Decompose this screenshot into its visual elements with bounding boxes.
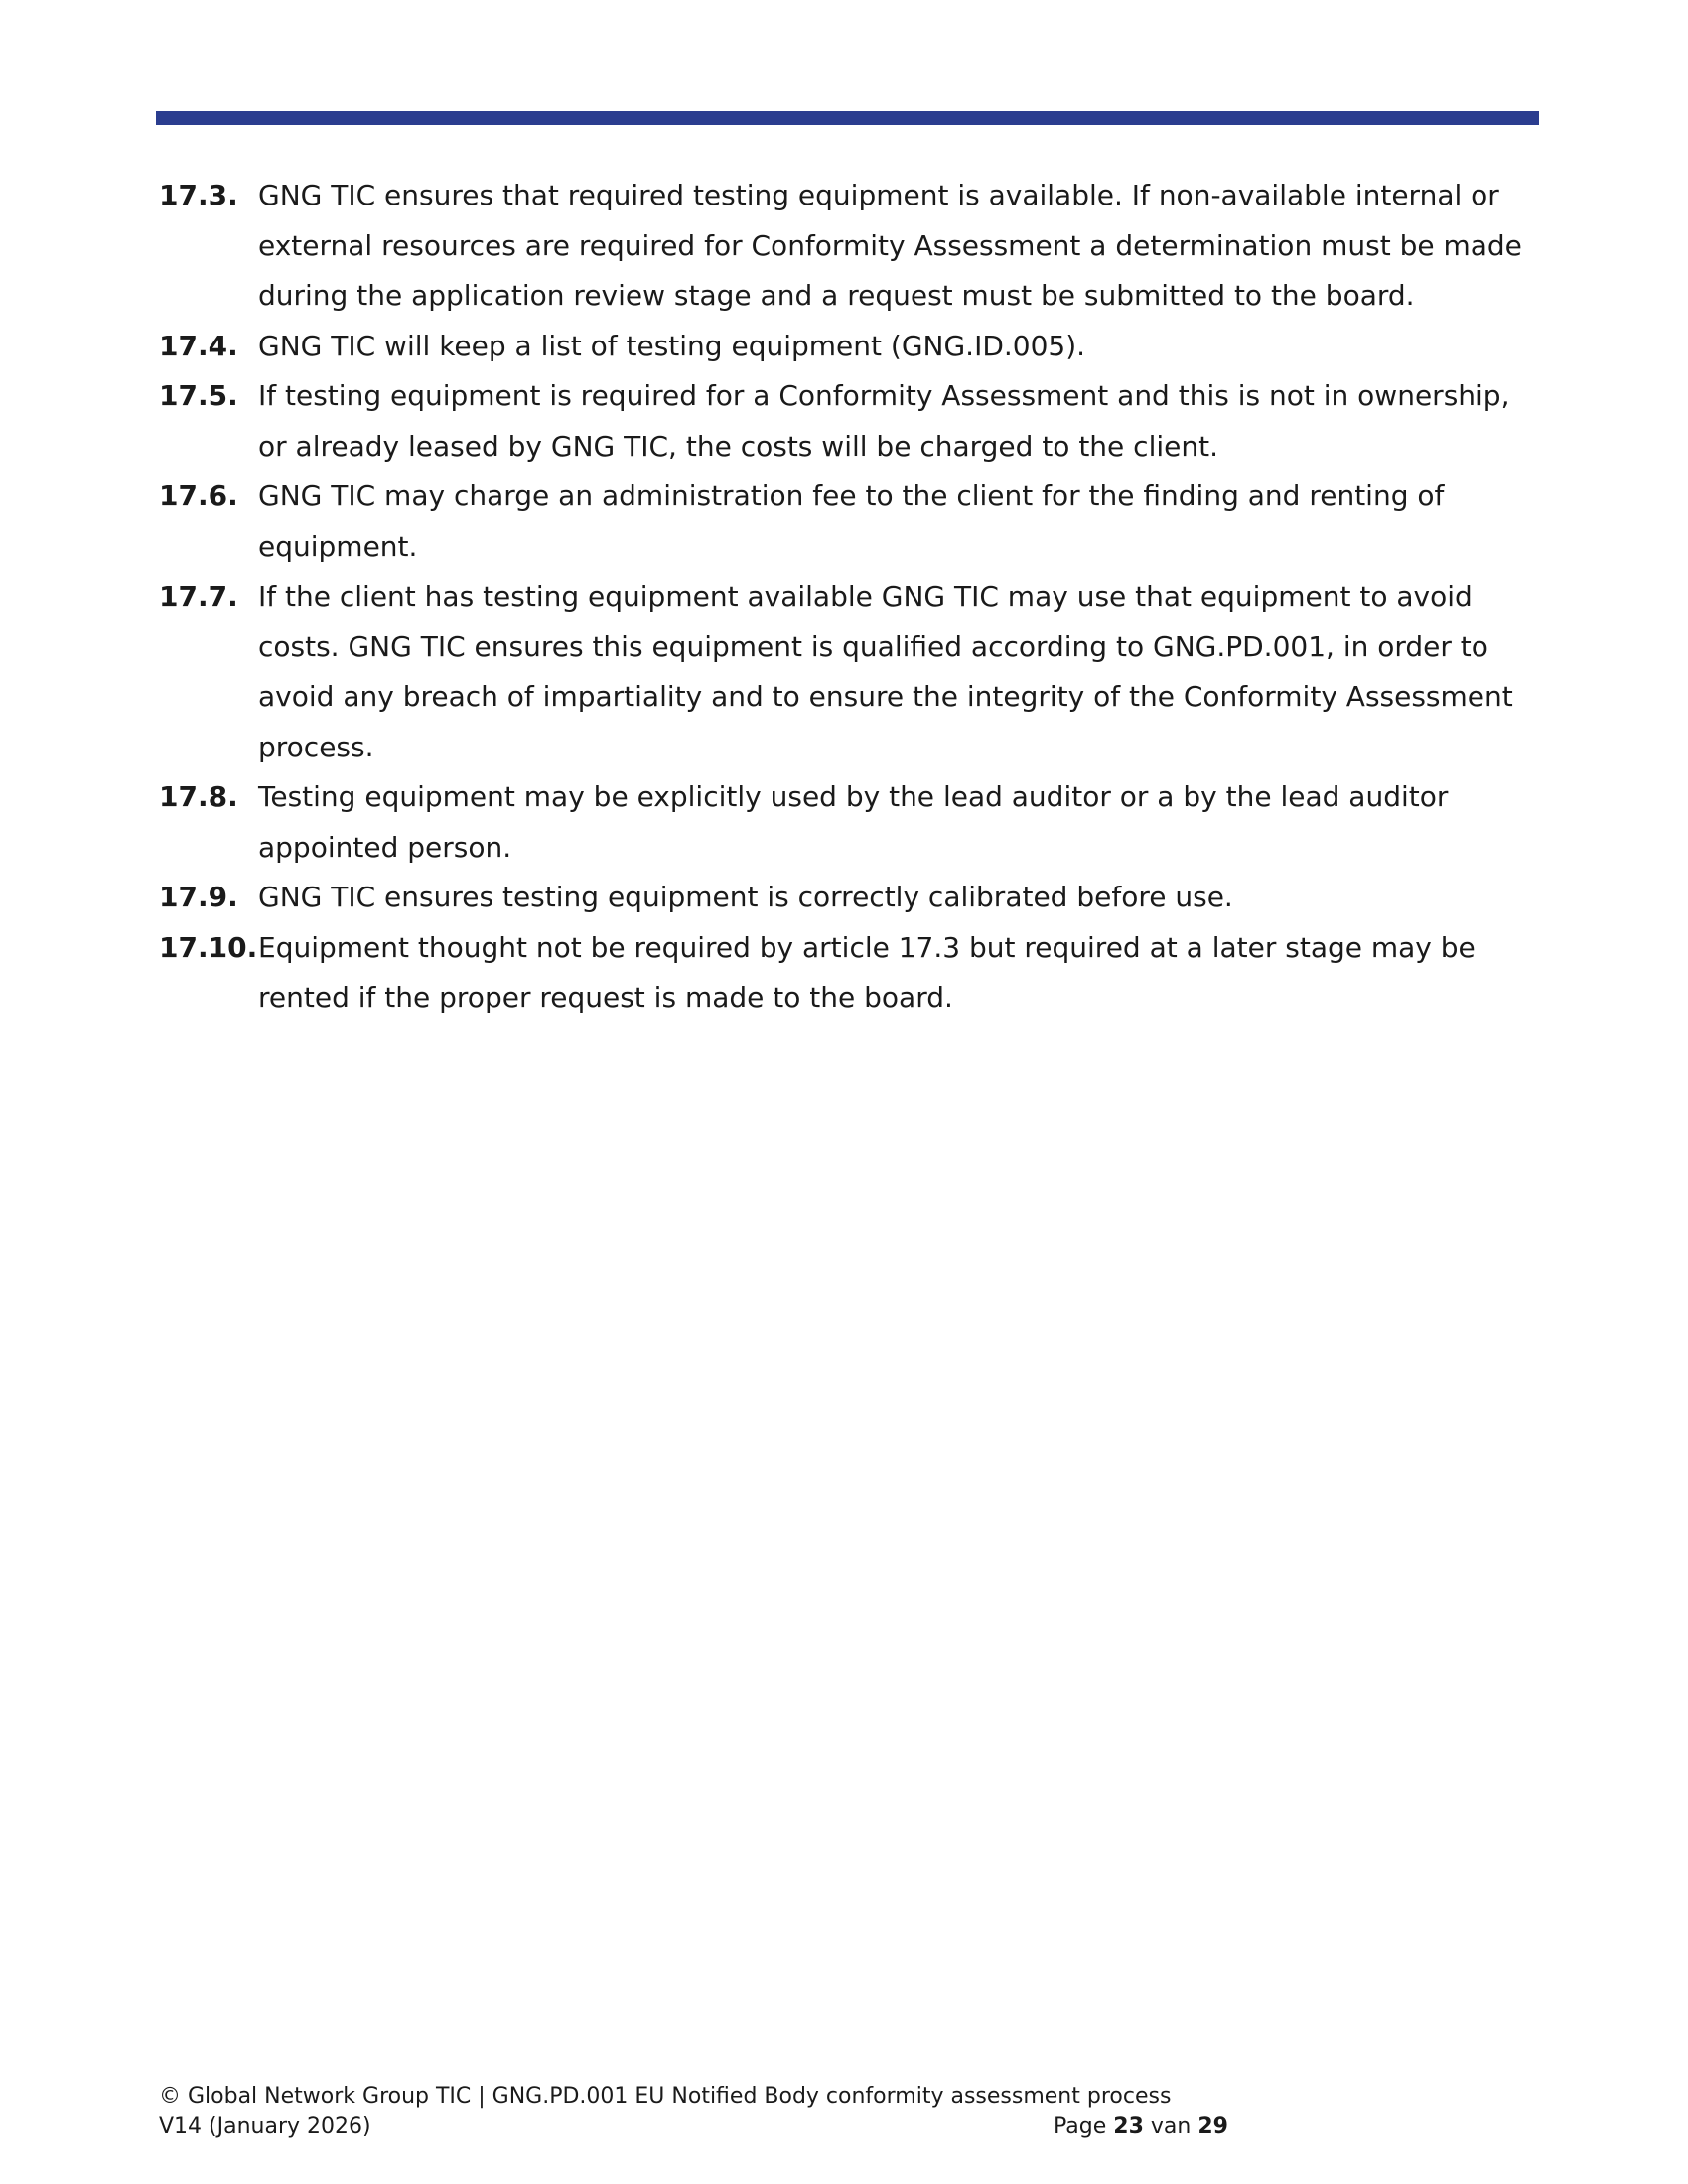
page-footer <box>159 2081 1251 2142</box>
clause-text: Equipment thought not be required by article 17.3 but required at a later stage may be rented if the proper request is made to the board. <box>258 930 1476 1014</box>
document-body <box>159 171 1539 1024</box>
header-rule <box>156 111 1539 125</box>
clause-text: Testing equipment may be explicitly used by the lead auditor or a by the lead auditor appointed person. <box>258 780 1449 864</box>
clause-number: 17.5. <box>159 379 238 412</box>
clause-text: GNG TIC ensures testing equipment is correctly calibrated before use. <box>258 881 1233 913</box>
page-label: Page <box>1054 2115 1107 2139</box>
footer-copyright: © Global Network Group TIC | GNG.PD.001 EU Notified Body conformity assessment process <box>159 2084 1172 2109</box>
footer-line-2 <box>159 2112 1251 2142</box>
page-number <box>1054 2112 1228 2142</box>
clause-number: 17.4. <box>159 329 238 362</box>
clause-number: 17.6. <box>159 479 238 512</box>
clause-17-6 <box>159 472 1539 572</box>
clause-text: If testing equipment is required for a Conformity Assessment and this is not in ownership, or already leased by GNG TIC, the costs will be charged to the client. <box>258 379 1510 463</box>
clause-number: 17.8. <box>159 780 238 813</box>
clause-text: GNG TIC ensures that required testing equipment is available. If non-available internal or external resources are required for Conformity Assessment a determination must be made during the application review stage and a request must be submitted to the board. <box>258 179 1522 312</box>
page-separator: van <box>1150 2115 1192 2139</box>
clause-17-3 <box>159 171 1539 322</box>
clause-17-4 <box>159 322 1539 372</box>
clause-17-8 <box>159 772 1539 873</box>
clause-text: GNG TIC will keep a list of testing equipment (GNG.ID.005). <box>258 329 1086 362</box>
clause-number: 17.9. <box>159 881 238 913</box>
clause-number: 17.7. <box>159 580 238 613</box>
page-current: 23 <box>1113 2115 1144 2139</box>
clause-number: 17.3. <box>159 179 238 211</box>
clause-17-5 <box>159 371 1539 472</box>
clause-17-7 <box>159 572 1539 772</box>
clause-17-10 <box>159 923 1539 1024</box>
clause-text: If the client has testing equipment available GNG TIC may use that equipment to avoid costs. GNG TIC ensures this equipment is qualified according to GNG.PD.001, in order to avoid any breach of impartiality and to ensure the integrity of the Conformity Assessment process. <box>258 580 1513 763</box>
clause-number: 17.10. <box>159 930 258 964</box>
clause-17-9 <box>159 873 1539 923</box>
footer-version: V14 (January 2026) <box>159 2115 371 2139</box>
clause-text: GNG TIC may charge an administration fee to the client for the finding and renting of equipment. <box>258 479 1445 563</box>
page-total: 29 <box>1197 2115 1228 2139</box>
